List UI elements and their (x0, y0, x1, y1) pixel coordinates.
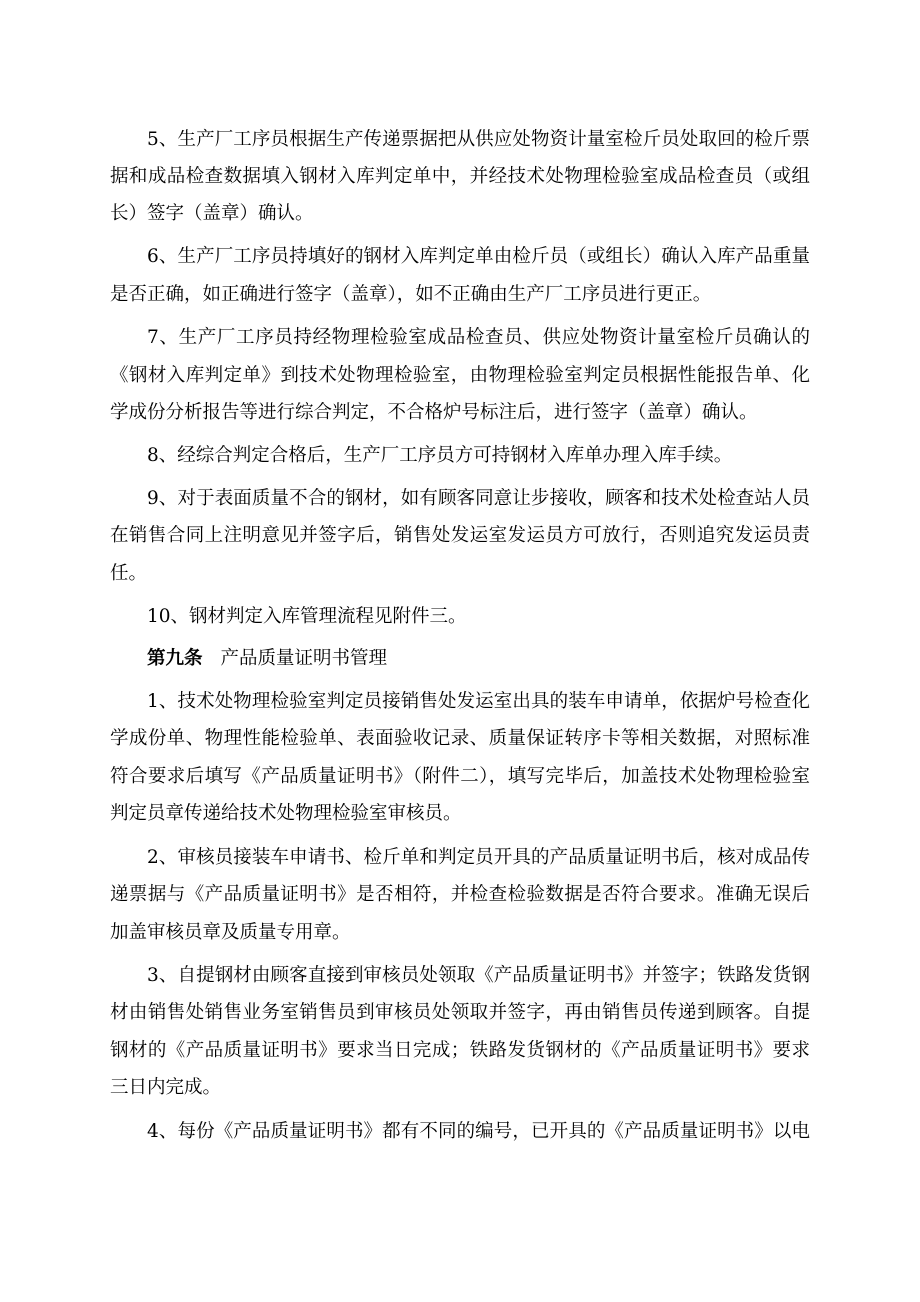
s-item-3-line-2: 材由销售处销售业务室销售员到审核员处领取并签字，再由销售员传递到顾客。自提 (110, 1002, 810, 1023)
section-number: 第九条 (147, 648, 203, 669)
s-item-4-line-1: 4、每份《产品质量证明书》都有不同的编号，已开具的《产品质量证明书》以电 (147, 1121, 810, 1142)
s-item-2-line-2: 递票据与《产品质量证明书》是否相符，并检查检验数据是否符合要求。准确无误后 (110, 884, 810, 905)
item-9-line-3: 任。 (110, 563, 148, 584)
item-5-line-2: 据和成品检查数据填入钢材入库判定单中，并经技术处物理检验室成品检查员（或组 (110, 166, 810, 187)
s-item-3-line-4: 三日内完成。 (110, 1077, 222, 1098)
section-title: 产品质量证明书管理 (220, 648, 388, 669)
s-item-3-line-3: 钢材的《产品质量证明书》要求当日完成；铁路发货钢材的《产品质量证明书》要求 (110, 1040, 810, 1061)
s-item-1-line-3: 符合要求后填写《产品质量证明书》（附件二），填写完毕后，加盖技术处物理检验室 (110, 766, 810, 787)
s-item-2-line-3: 加盖审核员章及质量专用章。 (110, 922, 351, 943)
item-5-line-1: 5、生产厂工序员根据生产传递票据把从供应处物资计量室检斤员处取回的检斤票 (147, 129, 810, 150)
item-6-line-2: 是否正确，如正确进行签字（盖章），如不正确由生产厂工序员进行更正。 (110, 284, 712, 305)
s-item-1-line-2: 学成份单、物理性能检验单、表面验收记录、质量保证转序卡等相关数据，对照标准 (110, 728, 810, 749)
item-7-line-2: 《钢材入库判定单》到技术处物理检验室，由物理检验室判定员根据性能报告单、化 (110, 365, 810, 386)
item-5-line-3: 长）签字（盖章）确认。 (110, 203, 314, 224)
item-9-line-1: 9、对于表面质量不合的钢材，如有顾客同意让步接收，顾客和技术处检查站人员 (147, 488, 810, 509)
s-item-1-line-4: 判定员章传递给技术处物理检验室审核员。 (110, 803, 462, 824)
s-item-2-line-1: 2、审核员接装车申请书、检斤单和判定员开具的产品质量证明书后，核对成品传 (147, 847, 810, 868)
item-8-line-1: 8、经综合判定合格后，生产厂工序员方可持钢材入库单办理入库手续。 (147, 445, 733, 466)
section-heading (147, 644, 387, 674)
item-10-line-1: 10、钢材判定入库管理流程见附件三。 (147, 606, 467, 627)
item-7-line-1: 7、生产厂工序员持经物理检验室成品检查员、供应处物资计量室检斤员确认的 (147, 327, 810, 348)
item-6-line-1: 6、生产厂工序员持填好的钢材入库判定单由检斤员（或组长）确认入库产品重量 (147, 246, 810, 267)
item-7-line-3: 学成份分析报告等进行综合判定，不合格炉号标注后，进行签字（盖章）确认。 (110, 402, 758, 423)
s-item-3-line-1: 3、自提钢材由顾客直接到审核员处领取《产品质量证明书》并签字；铁路发货钢 (147, 965, 810, 986)
item-9-line-2: 在销售合同上注明意见并签字后，销售处发运室发运员方可放行，否则追究发运员责 (110, 525, 810, 546)
s-item-1-line-1: 1、技术处物理检验室判定员接销售处发运室出具的装车申请单，依据炉号检查化 (147, 691, 810, 712)
